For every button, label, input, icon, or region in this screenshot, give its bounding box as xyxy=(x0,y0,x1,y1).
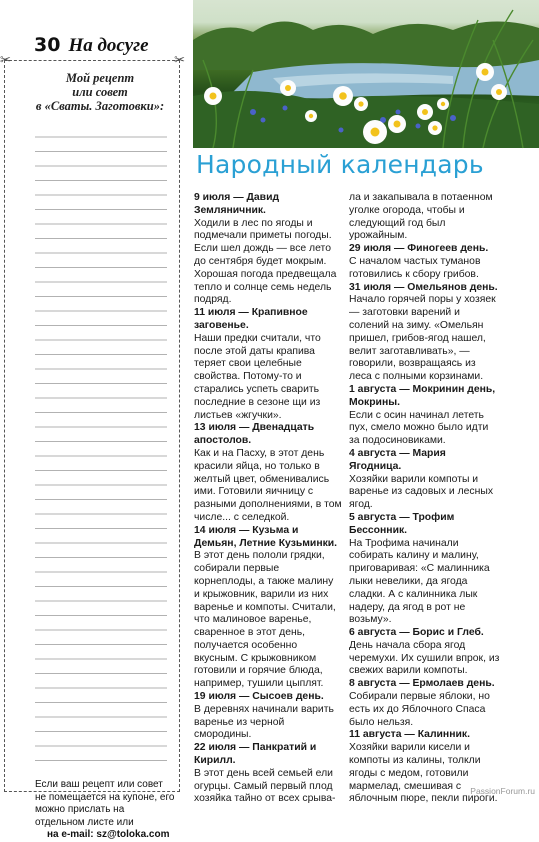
section-title: На досуге xyxy=(68,35,149,56)
calendar-entry: 6 августа — Борис и Глеб. День начала сбора ягод черемухи. Их сушили впрок, из свежих варили компоты. xyxy=(349,627,500,677)
watermark: PassionForum.ru xyxy=(470,786,535,796)
coupon-email: на e-mail: sz@toloka.com xyxy=(47,829,170,841)
calendar-entry: 9 июля — Давид Земляничник. Ходили в лес по ягоды и подмечали приметы погоды. Если шел дождь — все лето до сентября будет мокрым. Хорошая погода предвещала тепло и солнце семь недель подряд. xyxy=(194,192,337,306)
calendar-entry: 29 июля — Финогеев день. С началом частых туманов готовились к сбору грибов. xyxy=(349,243,489,280)
calendar-entry: 8 августа — Ермолаев день. Собирали первые яблоки, но есть их до Яблочного Спаса было нельзя. xyxy=(349,678,495,728)
calendar-entry: 11 августа — Калинник. Хозяйки варили кисели и компоты из калины, толкли ягоды с медом, готовили мармелад, смешивая с яблочным пюре, пекли пироги. xyxy=(349,729,498,805)
calendar-entry: ла и закапывала в потаенном уголке огорода, чтобы и следующий год был урожайным. xyxy=(349,192,493,242)
coupon-note: Если ваш рецепт или совет не помещается на купоне, его можно прислать на отдельном листе или на e-mail: sz@toloka.com xyxy=(35,779,175,841)
page-header xyxy=(34,34,149,60)
page-number: 30 xyxy=(34,34,61,56)
scissors-icon: ✂ xyxy=(0,52,11,67)
calendar-entry: 11 июля — Крапивное заговенье. Наши предки считали, что после этой даты крапива теряет свои целебные свойства. Потому-то и старались успеть сварить последние в сезоне щи из листьев «жгучки». xyxy=(194,307,321,421)
text-column-2 xyxy=(349,192,501,806)
coupon-title: Мой рецепт или совет в «Сваты. Заготовки»: xyxy=(35,71,165,113)
calendar-entry: 4 августа — Мария Ягодница. Хозяйки варили компоты и варенье из садовых и лесных ягод. xyxy=(349,447,494,511)
scissors-icon: ✂ xyxy=(174,52,185,67)
coupon-writing-lines[interactable] xyxy=(35,123,167,771)
calendar-entry: 19 июля — Сысоев день. В деревнях начинали варить варенье из черной смородины. xyxy=(194,691,334,741)
meadow-illustration xyxy=(193,0,539,148)
calendar-entry: 13 июля — Двенадцать апостолов. Как и на Пасху, в этот день красили яйца, но только в желтый цвет, обменивались ими. Готовили яичницу с разными дополнениями, в том числе... с селедкой. xyxy=(194,422,342,523)
calendar-entry: 31 июля — Омельянов день. Начало горячей поры у хозяек — заготовки варений и солений на зиму. «Омельян пришел, грибов-ягод нашел, велит заготавливать», — говорили, возвращаясь из леса с полными корзинами. xyxy=(349,281,498,383)
text-column-1 xyxy=(194,192,342,806)
article-title: Народный календарь xyxy=(196,150,484,179)
recipe-coupon xyxy=(0,52,185,841)
calendar-entry: 22 июля — Панкратий и Кирилл. В этот день всей семьей ели огурцы. Самый первый плод хозяйка тайно от всех срыва- xyxy=(194,742,336,805)
calendar-entry: 5 августа — Трофим Бессонник. На Трофима начинали собирать калину и малину, приговаривая: «С малинника лыки невелики, да ягода сладки. А с калинника лык надеру, да ягод в рот не возьму». xyxy=(349,511,490,626)
meadow-photo xyxy=(193,0,539,148)
calendar-entry: 1 августа — Мокринин день, Мокрины. Если с осин начинал лететь пух, смело можно было идти за подосиновиками. xyxy=(349,383,496,447)
calendar-entry: 14 июля — Кузьма и Демьян, Летние Кузьминки. В этот день пололи грядки, собирали первые корнеплоды, а также малину и крыжовник, варили из них варенье и компоты. Считали, что малиновое варенье, сваренное в этот день, получается особенно вкусным. С крыжовником готовили и горячие блюда, например, тушили цыплят. xyxy=(194,524,338,690)
